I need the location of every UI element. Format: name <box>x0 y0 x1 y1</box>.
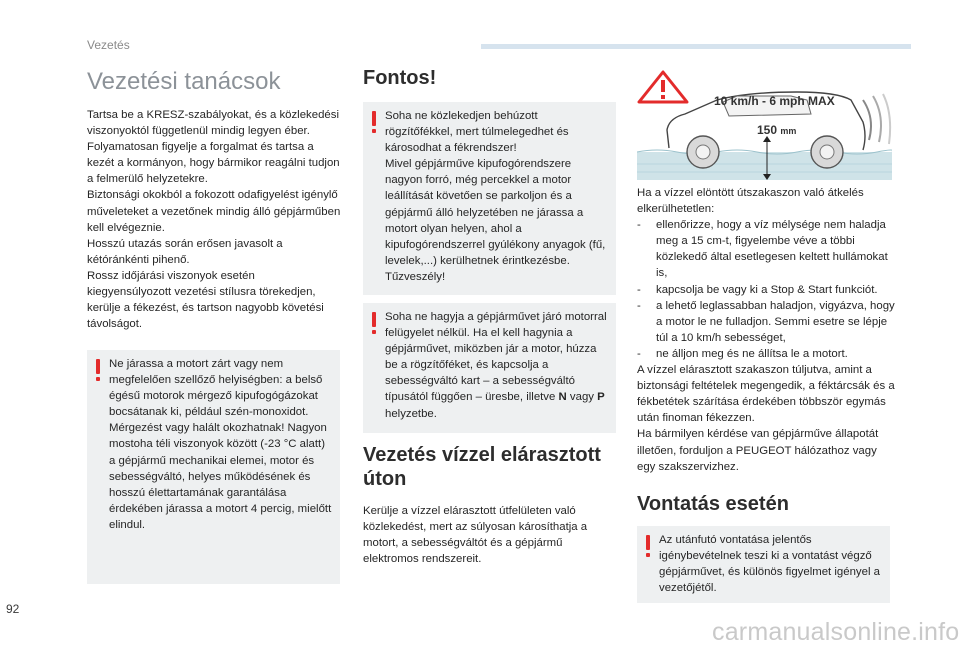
warning-box-unattended <box>363 303 616 433</box>
list-item: - a lehető leglassabban haladjon, vigyázva, hogy a motor le ne fulladjon. Semmi esetre se lépje túl a 10 km/h sebességet, <box>637 298 897 346</box>
gear-n: N <box>558 391 567 404</box>
water-depth-label <box>757 123 796 137</box>
warning-box-engine-exhaust <box>87 350 340 584</box>
warning-text-part: Soha ne hagyja a gépjárművet járó motorral felügyelet nélkül. Ha el kell hagynia a gépjárművet, miközben jár a motor, húzza be a rögzítőféket, és kapcsolja a sebességváltó kart – a sebességváltó típusától függően – üresbe, illetve <box>385 311 607 404</box>
flood-text: Kerülje a vízzel elárasztott útfelületen való közlekedést, mert az súlyosan károsíthatja a motort, a sebességváltót és a gépjármű elektromos rendszereit. <box>363 505 588 566</box>
flood-after-text <box>637 362 897 475</box>
list-item: - ne álljon meg és ne állítsa le a motort. <box>637 346 897 362</box>
flood-section <box>363 443 613 567</box>
flood-instructions <box>637 185 897 475</box>
paragraph: Ha bármilyen kérdése van gépjárműve állapotát illetően, forduljon a PEUGEOT hálózathoz vagy egy szakszervizhez. <box>637 428 879 473</box>
watermark: carmanualsonline.info <box>712 618 960 646</box>
warning-text-part: vagy <box>566 391 598 404</box>
page-number: 92 <box>6 602 20 616</box>
column-driving-tips <box>87 64 342 332</box>
warning-box-towing <box>637 526 890 603</box>
paragraph: Rossz időjárási viszonyok esetén kiegyensúlyozott vezetési stílusra törekedjen, kerülje a fékezést, és tartson nagyobb követési távolságot. <box>87 269 324 331</box>
towing-section <box>637 492 892 516</box>
warning-text <box>385 108 608 285</box>
section-title-driving-tips: Vezetési tanácsok <box>87 68 281 95</box>
warning-exclamation-icon <box>95 359 101 381</box>
section-title-important: Fontos! <box>363 67 437 89</box>
column-important <box>363 64 617 90</box>
section-title-towing: Vontatás esetén <box>637 493 789 515</box>
flood-depth-illustration <box>637 70 892 180</box>
depth-unit: mm <box>780 126 797 136</box>
paragraph: Hosszú utazás során erősen javasolt a kétóránkénti pihenő. <box>87 237 283 266</box>
section-title-flood: Vezetés vízzel elárasztott úton <box>363 444 601 490</box>
warning-exclamation-icon <box>371 111 377 133</box>
warning-text: Az utánfutó vontatása jelentős igénybevételnek teszi ki a vontatást végző gépjárművet, és különös figyelmet igényel a vezetőjétől. <box>659 534 880 595</box>
warning-box-parking-brake <box>363 102 616 295</box>
gear-p: P <box>597 391 605 404</box>
list-item: - ellenőrizze, hogy a víz mélysége nem haladja meg a 15 cm-t, figyelembe véve a többi közlekedő által esetlegesen keltett hullámokat is, <box>637 217 897 281</box>
flood-intro: Ha a vízzel elöntött útszakaszon való átkelés elkerülhetetlen: <box>637 187 864 216</box>
warning-text-part: helyzetbe. <box>385 407 437 420</box>
driving-tips-text <box>87 107 342 332</box>
speed-limit-label: 10 km/h - 6 mph MAX <box>714 94 835 108</box>
paragraph: Mivel gépjárműve kipufogórendszere nagyon forró, még percekkel a motor leállítását követően se parkoljon és a gépjármű álló helyzetében ne járassa a motort olyan helyen, ahol a kipufogórendszerrel gyúlékony anyagok (fű, levelek,...) kerülhetnek érintkezésbe. Tűzveszély! <box>385 158 606 283</box>
warning-text: Ne járassa a motort zárt vagy nem megfelelően szellőző helyiségben: a belső égésű motorok mérgező kipufogógázokat bocsátanak ki, például szén-monoxidot. Mérgezést vagy halált okozhatnak! Nagyon mostoha téli viszonyok között (-23 °C alatt) a gépjármű mechanikai elemei, motor és sebességváltó, helyes működésének és hosszú élettartamának garantálása érdekében járassa a motort 4 percig, mielőtt elindul. <box>109 358 332 531</box>
warning-text <box>385 309 608 422</box>
depth-value: 150 <box>757 123 778 137</box>
paragraph: Soha ne közlekedjen behúzott rögzítőfékkel, mert túlmelegedhet és károsodhat a fékrendszer! <box>385 110 569 155</box>
paragraph: Biztonsági okokból a fokozott odafigyelést igénylő műveleteket a vezetőnek mindig álló gépjárműben kell elvégeznie. <box>87 189 341 234</box>
paragraph: Tartsa be a KRESZ-szabályokat, és a közlekedési viszonyoktól függetlenül mindig legyen éber. <box>87 109 339 138</box>
paragraph: A vízzel elárasztott szakaszon túljutva, amint a biztonsági feltételek megengedik, a féktárcsák és a fékbetétek szárítása érdekében többször egymás után finoman fékezzen. <box>637 364 895 425</box>
warning-exclamation-icon <box>371 312 377 334</box>
flood-bullet-list <box>637 217 897 362</box>
running-header: Vezetés <box>87 38 130 52</box>
warning-exclamation-icon <box>645 535 651 557</box>
header-bar <box>481 44 911 49</box>
paragraph: Folyamatosan figyelje a forgalmat és tartsa a kezét a kormányon, hogy bármikor reagálni tudjon a felmerülő helyzetekre. <box>87 141 340 186</box>
list-item: - kapcsolja be vagy ki a Stop & Start funkciót. <box>637 282 897 298</box>
